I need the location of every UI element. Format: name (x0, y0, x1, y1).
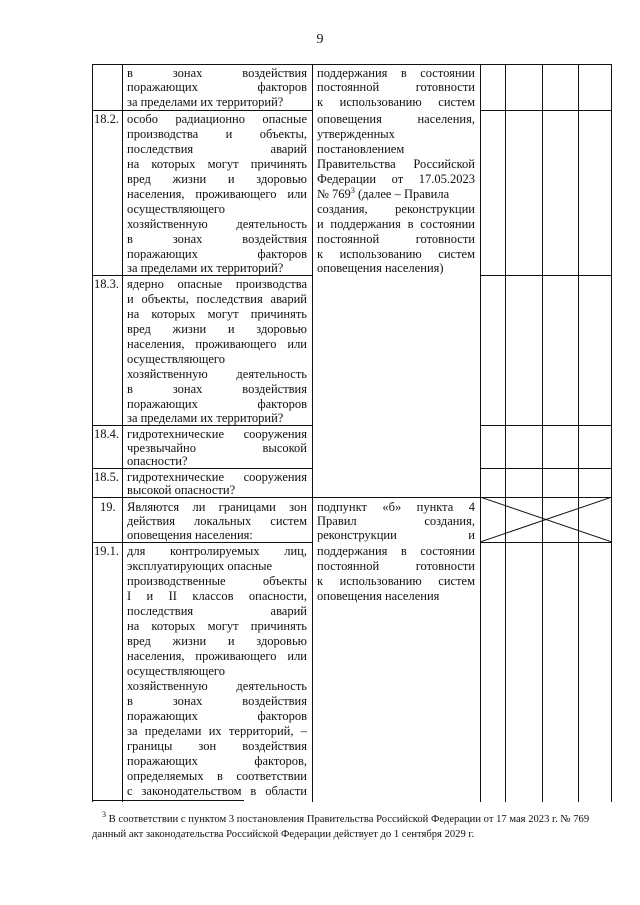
row-desc-line: поражающих факторов, (127, 754, 307, 768)
answer-sep (480, 468, 612, 469)
row-desc-line: границы зон воздействия (127, 739, 307, 753)
row-desc-line: вред жизни и здоровью (127, 634, 307, 648)
row-desc-line: последствия аварий (127, 604, 307, 618)
row-ref-line: реконструкции и (317, 528, 475, 542)
row-ref-line: к использованию систем (317, 95, 475, 109)
row-desc-line: особо радиационно опасные (127, 112, 307, 126)
row-ref-line: к использованию систем (317, 574, 475, 588)
answer-sep (480, 425, 612, 426)
row-desc-line: за пределами их территорий, – (127, 724, 307, 738)
row-ref-line: постановлением (317, 142, 405, 156)
col-divider-yes (505, 64, 506, 802)
regulation-alias: (далее – Правила (357, 187, 450, 201)
row-ref-line: постоянной готовности (317, 232, 475, 246)
footnote-ref-mark: 3 (350, 186, 355, 195)
row-desc-line: и объекты, последствия аварий (127, 292, 307, 306)
row-desc-line: последствия аварий (127, 142, 307, 156)
col-divider-num (122, 64, 123, 802)
row-ref-line: Правительства Российской (317, 157, 475, 171)
row-sep (480, 542, 612, 543)
row-desc-line: поражающих факторов (127, 247, 307, 261)
row-desc-line: для контролируемых лиц, (127, 544, 307, 558)
row-ref-line: постоянной готовности (317, 80, 475, 94)
row-desc-line: на которых могут причинять (127, 307, 307, 321)
row-ref-line: создания, реконструкции (317, 202, 475, 216)
row-desc-line: вред жизни и здоровью (127, 322, 307, 336)
row-desc-line: определяемых в соответствии (127, 769, 307, 783)
row-number: 19.1. (94, 544, 119, 558)
row-desc-line: в зонах воздействия (127, 382, 307, 396)
row-desc-line: населения, проживающего или (127, 649, 307, 663)
col-divider-desc (312, 64, 313, 802)
row-desc-line: хозяйственную деятельность (127, 679, 307, 693)
row-number: 19. (100, 500, 116, 514)
row-ref-line: оповещения населения, (317, 112, 475, 126)
footnote-text: В соответствии с пунктом 3 постановления Правительства Российской Федерации от 17 мая 2023 г. № 769 данный акт законодательства Российской Федерации действует до 1 сентября 2029 г. (92, 814, 590, 840)
row-number: 18.4. (94, 427, 119, 441)
row-desc-line: вред жизни и здоровью (127, 172, 307, 186)
row-ref-line: подпункт «б» пункта 4 (317, 500, 475, 514)
row-desc-line: осуществляющего (127, 664, 225, 678)
regulation-number: № 769 (317, 187, 351, 201)
row-ref-line: к использованию систем (317, 247, 475, 261)
row-desc-line: ядерно опасные производства (127, 277, 307, 291)
row-ref-line: оповещения населения (317, 589, 440, 603)
footnote-mark: 3 (102, 810, 106, 819)
answer-sep (480, 275, 612, 276)
page-number: 9 (316, 32, 324, 47)
row-desc-line: чрезвычайно высокой (127, 441, 307, 455)
row-desc-line: I и II классов опасности, (127, 589, 307, 603)
row-ref-line: оповещения населения) (317, 261, 444, 275)
row-ref-line: Правил создания, (317, 514, 475, 528)
answer-sep (480, 110, 612, 111)
row-desc-line: Являются ли границами зон (127, 500, 307, 514)
row-ref-line: Федерации от 17.05.2023 (317, 172, 475, 186)
row-desc-line: опасности? (127, 454, 188, 468)
row-desc-line: за пределами их территорий? (127, 411, 284, 425)
row-desc-line: населения, проживающего или (127, 337, 307, 351)
row-desc-line: на которых могут причинять (127, 157, 307, 171)
row-desc-line: гидротехнические сооружения (127, 427, 307, 441)
row-ref-line (317, 187, 475, 203)
row-desc-line: в зонах воздействия (127, 694, 307, 708)
row-ref-line: утвержденных (317, 127, 395, 141)
row-number: 18.2. (94, 112, 119, 126)
row-desc-line: оповещения населения: (127, 528, 253, 542)
row-desc-line: в зонах воздействия (127, 66, 307, 80)
row-number: 18.3. (94, 277, 119, 291)
row-desc-line: гидротехнические сооружения (127, 470, 307, 484)
row-desc-line: хозяйственную деятельность (127, 217, 307, 231)
row-desc-line: населения, проживающего или (127, 187, 307, 201)
row-desc-line: на которых могут причинять (127, 619, 307, 633)
row-desc-line: поражающих факторов (127, 709, 307, 723)
col-divider-no (542, 64, 543, 802)
row-desc-line: поражающих факторов (127, 397, 307, 411)
row-ref-line: постоянной готовности (317, 559, 475, 573)
row-number: 18.5. (94, 470, 119, 484)
row-desc-line: осуществляющего (127, 352, 225, 366)
row-desc-line: за пределами их территорий? (127, 261, 284, 275)
col-divider-na (578, 64, 579, 802)
footnote-divider (92, 800, 244, 801)
row-desc-line: в зонах воздействия (127, 232, 307, 246)
row-desc-line: производственные объекты (127, 574, 307, 588)
row-desc-line: осуществляющего (127, 202, 225, 216)
row-desc-line: хозяйственную деятельность (127, 367, 307, 381)
row-desc-line: эксплуатирующих опасные (127, 559, 273, 573)
row-ref-line: поддержания в состоянии (317, 66, 475, 80)
row-desc-line: высокой опасности? (127, 483, 236, 497)
row-ref-line: и поддержания в состоянии (317, 217, 475, 231)
row-desc-line: действия локальных систем (127, 514, 307, 528)
row-desc-line: производства и объекты, (127, 127, 307, 141)
row-desc-line: поражающих факторов (127, 80, 307, 94)
cross-out-mark (480, 497, 612, 542)
col-divider-ref (480, 64, 481, 802)
row-desc-line: с законодательством в области (127, 784, 307, 798)
row-ref-line: поддержания в состоянии (317, 544, 475, 558)
row-desc-line: за пределами их территорий? (127, 95, 284, 109)
footnote (92, 812, 612, 842)
